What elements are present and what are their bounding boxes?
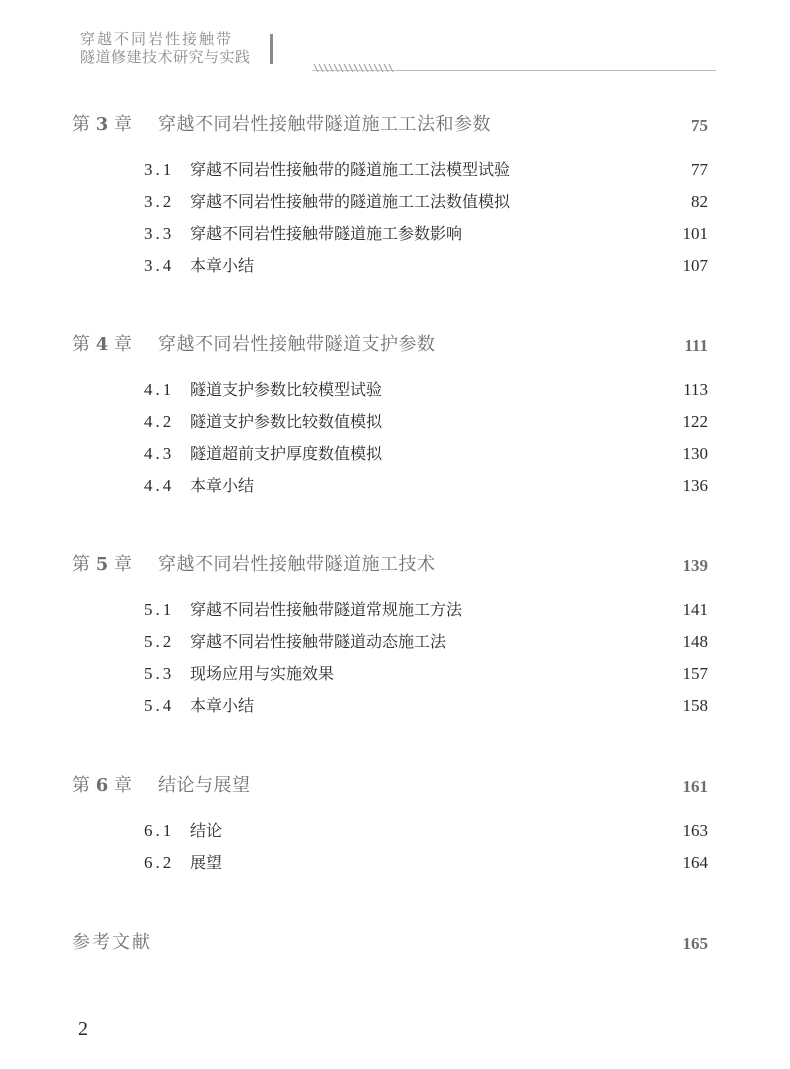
toc-section-5-1[interactable] <box>144 598 708 622</box>
chapter-page-number: 139 <box>682 556 708 575</box>
page-number: 2 <box>78 1018 88 1040</box>
header-divider-bar <box>270 34 273 64</box>
section-title: 穿越不同岩性接触带隧道常规施工方法 <box>190 600 463 619</box>
section-number: 4.2 <box>144 412 175 431</box>
chapter-label: 第 5 章 <box>72 554 132 575</box>
section-number: 3.1 <box>144 160 175 179</box>
section-page-number: 158 <box>682 696 708 715</box>
section-page-number: 141 <box>682 600 708 619</box>
toc-section-4-2[interactable] <box>144 410 708 434</box>
running-header <box>80 30 720 80</box>
section-number: 3.2 <box>144 192 175 211</box>
section-title: 隧道支护参数比较模型试验 <box>190 380 383 399</box>
section-number: 6.2 <box>144 853 175 872</box>
section-page-number: 113 <box>683 380 708 399</box>
chapter-label: 第 4 章 <box>72 334 132 355</box>
section-number: 4.3 <box>144 444 175 463</box>
section-title: 隧道超前支护厚度数值模拟 <box>190 444 383 463</box>
section-page-number: 164 <box>682 853 708 872</box>
chapter-label: 第 6 章 <box>72 775 132 796</box>
toc-section-4-3[interactable] <box>144 442 708 466</box>
references-title: 参考文献 <box>72 932 152 953</box>
section-title: 穿越不同岩性接触带的隧道施工工法模型试验 <box>190 160 511 179</box>
section-page-number: 148 <box>682 632 708 651</box>
section-title: 穿越不同岩性接触带隧道动态施工法 <box>190 632 447 651</box>
section-page-number: 130 <box>682 444 708 463</box>
section-title: 穿越不同岩性接触带隧道施工参数影响 <box>190 224 463 243</box>
section-title: 隧道支护参数比较数值模拟 <box>190 412 383 431</box>
section-page-number: 82 <box>691 192 708 211</box>
section-number: 3.3 <box>144 224 175 243</box>
toc-chapter-5[interactable] <box>72 552 708 578</box>
header-rule <box>312 70 716 71</box>
toc-section-5-4[interactable] <box>144 694 708 718</box>
toc-chapter-3[interactable] <box>72 112 708 138</box>
section-number: 5.4 <box>144 696 175 715</box>
section-number: 5.1 <box>144 600 175 619</box>
toc-chapter-4[interactable] <box>72 332 708 358</box>
toc-section-3-4[interactable] <box>144 254 708 278</box>
section-page-number: 122 <box>682 412 708 431</box>
toc-section-5-3[interactable] <box>144 662 708 686</box>
book-title-line1: 穿越不同岩性接触带 <box>80 30 234 48</box>
chapter-title: 穿越不同岩性接触带隧道施工工法和参数 <box>158 114 491 135</box>
section-page-number: 163 <box>682 821 708 840</box>
section-page-number: 101 <box>682 224 708 243</box>
section-title: 本章小结 <box>190 476 255 495</box>
section-number: 4.4 <box>144 476 175 495</box>
book-title-line2: 隧道修建技术研究与实践 <box>80 48 251 66</box>
section-number: 4.1 <box>144 380 175 399</box>
section-title: 本章小结 <box>190 696 255 715</box>
section-number: 6.1 <box>144 821 175 840</box>
section-number: 5.3 <box>144 664 175 683</box>
section-page-number: 107 <box>682 256 708 275</box>
toc-section-3-2[interactable] <box>144 190 708 214</box>
section-title: 本章小结 <box>190 256 255 275</box>
section-title: 穿越不同岩性接触带的隧道施工工法数值模拟 <box>190 192 511 211</box>
section-page-number: 157 <box>682 664 708 683</box>
chapter-page-number: 75 <box>691 116 708 135</box>
chapter-title: 穿越不同岩性接触带隧道支护参数 <box>158 334 436 355</box>
section-title: 展望 <box>190 853 223 872</box>
section-page-number: 136 <box>682 476 708 495</box>
toc-section-4-1[interactable] <box>144 378 708 402</box>
toc-section-3-3[interactable] <box>144 222 708 246</box>
section-number: 3.4 <box>144 256 175 275</box>
chapter-title: 穿越不同岩性接触带隧道施工技术 <box>158 554 436 575</box>
book-title <box>80 30 251 66</box>
section-title: 现场应用与实施效果 <box>190 664 335 683</box>
chapter-page-number: 111 <box>684 336 708 355</box>
toc-chapter-6[interactable] <box>72 773 708 799</box>
chapter-page-number: 161 <box>682 777 708 796</box>
toc-section-3-1[interactable] <box>144 158 708 182</box>
toc-references[interactable] <box>72 930 708 956</box>
toc-section-6-2[interactable] <box>144 851 708 875</box>
toc-section-6-1[interactable] <box>144 819 708 843</box>
chapter-label: 第 3 章 <box>72 114 132 135</box>
section-number: 5.2 <box>144 632 175 651</box>
section-page-number: 77 <box>691 160 708 179</box>
toc-section-4-4[interactable] <box>144 474 708 498</box>
chapter-title: 结论与展望 <box>158 775 251 796</box>
references-page-number: 165 <box>682 934 708 953</box>
toc-section-5-2[interactable] <box>144 630 708 654</box>
section-title: 结论 <box>190 821 223 840</box>
